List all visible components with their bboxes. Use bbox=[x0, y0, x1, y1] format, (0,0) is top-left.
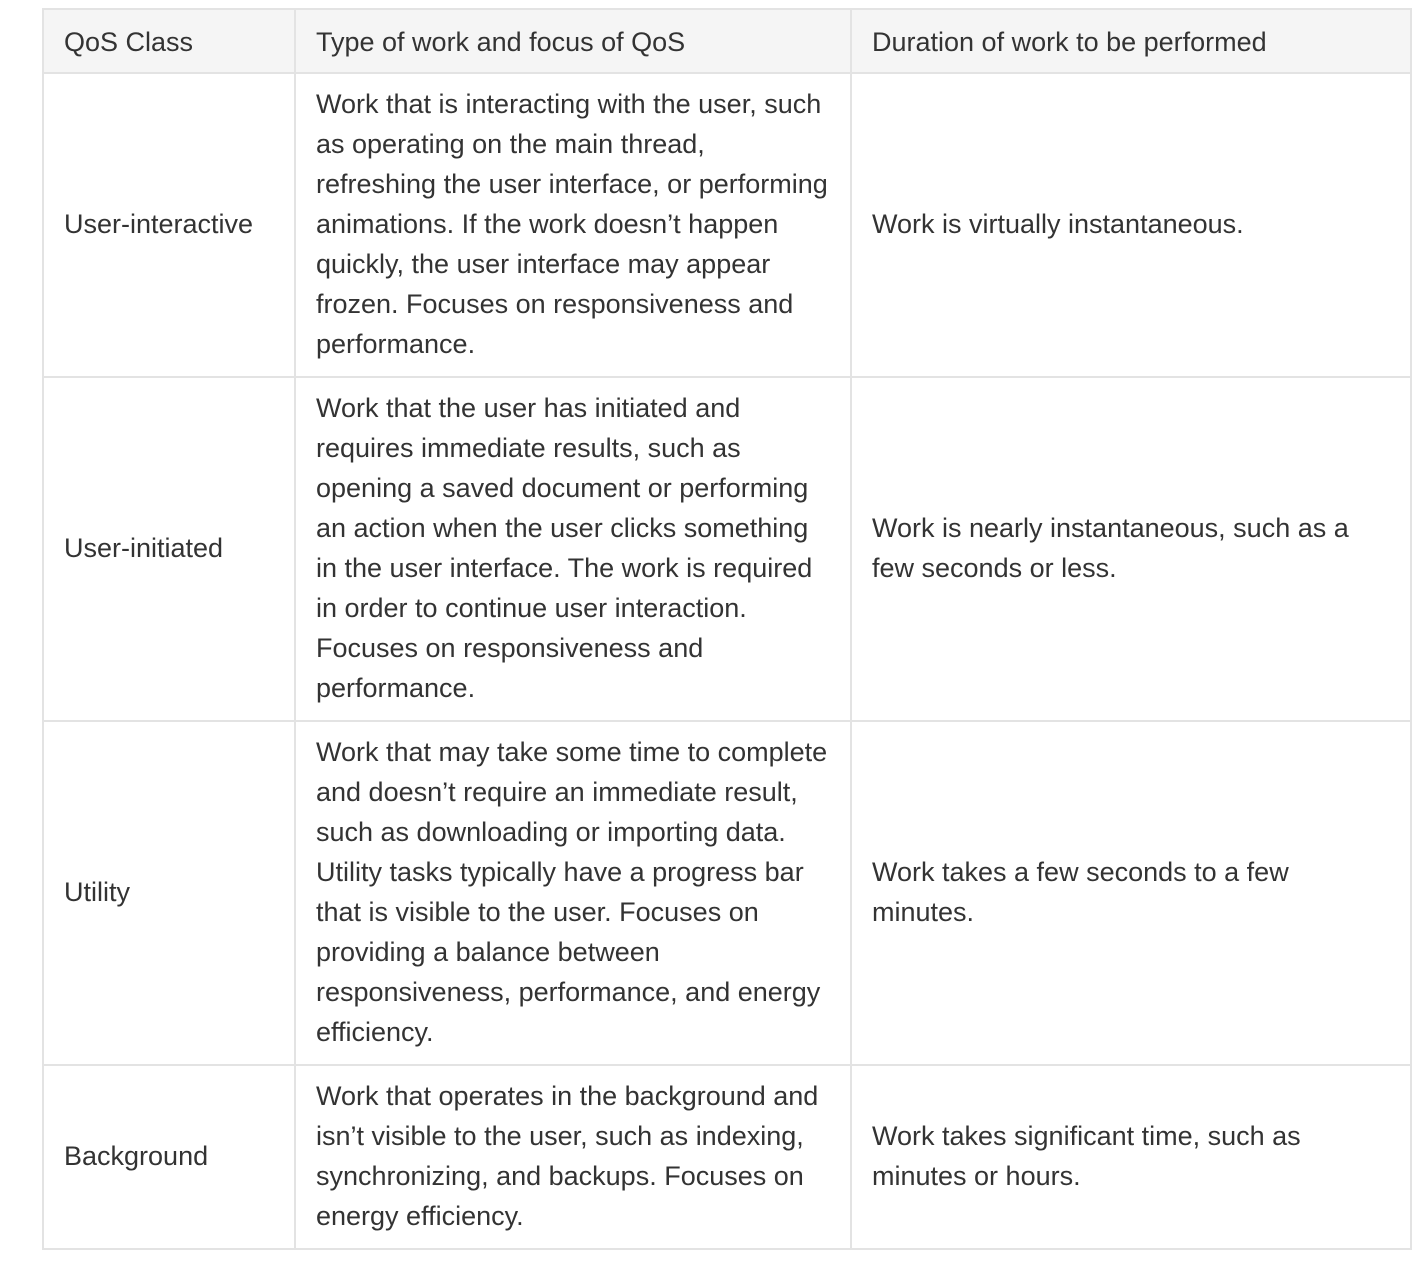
qos-class-table bbox=[42, 8, 1412, 1250]
type-of-work-cell: Work that operates in the background and isn’t visible to the user, such as indexing, synchronizing, and backups. Focuses on energy efficiency. bbox=[295, 1065, 851, 1249]
table-header bbox=[43, 9, 1411, 73]
qos-class-cell: Background bbox=[43, 1065, 295, 1249]
table-row-user-initiated bbox=[43, 377, 1411, 721]
header-type-of-work: Type of work and focus of QoS bbox=[295, 9, 851, 73]
qos-class-cell: User-initiated bbox=[43, 377, 295, 721]
table-body bbox=[43, 73, 1411, 1249]
table-row-background bbox=[43, 1065, 1411, 1249]
type-of-work-cell: Work that the user has initiated and requires immediate results, such as opening a saved document or performing an action when the user clicks something in the user interface. The work is required in order to continue user interaction. Focuses on responsiveness and performance. bbox=[295, 377, 851, 721]
header-duration: Duration of work to be performed bbox=[851, 9, 1411, 73]
type-of-work-cell: Work that is interacting with the user, such as operating on the main thread, refreshing the user interface, or performing animations. If the work doesn’t happen quickly, the user interface may appear frozen. Focuses on responsiveness and performance. bbox=[295, 73, 851, 377]
duration-cell: Work is virtually instantaneous. bbox=[851, 73, 1411, 377]
type-of-work-cell: Work that may take some time to complete and doesn’t require an immediate result, such as downloading or importing data. Utility tasks typically have a progress bar that is visible to the user. Focuses on providing a balance between responsiveness, performance, and energy efficiency. bbox=[295, 721, 851, 1065]
header-qos-class: QoS Class bbox=[43, 9, 295, 73]
duration-cell: Work takes significant time, such as minutes or hours. bbox=[851, 1065, 1411, 1249]
table-row-utility bbox=[43, 721, 1411, 1065]
table-row-user-interactive bbox=[43, 73, 1411, 377]
header-row bbox=[43, 9, 1411, 73]
qos-class-cell: Utility bbox=[43, 721, 295, 1065]
qos-class-cell: User-interactive bbox=[43, 73, 295, 377]
duration-cell: Work is nearly instantaneous, such as a few seconds or less. bbox=[851, 377, 1411, 721]
duration-cell: Work takes a few seconds to a few minutes. bbox=[851, 721, 1411, 1065]
